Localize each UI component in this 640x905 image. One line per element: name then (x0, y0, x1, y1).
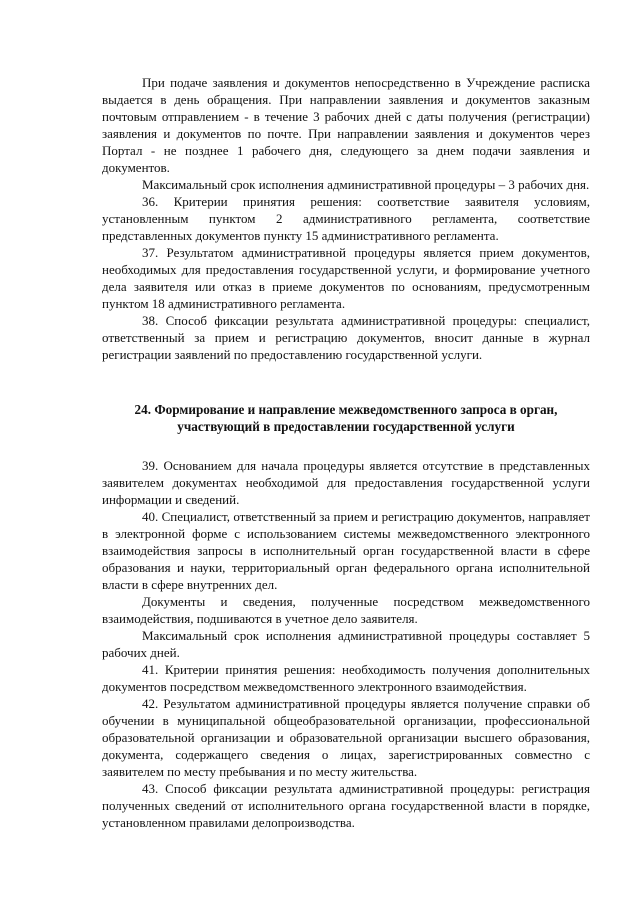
paragraph-37: 37. Результатом административной процедуры является прием документов, необходимых для предоставления государственной услуги, и формирование учетного дела заявителя или отказ в приеме документов по основаниям, предусмотренным пунктом 18 административного регламента. (102, 245, 590, 311)
paragraph-documents-filed: Документы и сведения, полученные посредством межведомственного взаимодействия, подшиваются в учетное дело заявителя. (102, 594, 590, 626)
document-page (102, 74, 590, 831)
paragraph-max-term-5: Максимальный срок исполнения административной процедуры составляет 5 рабочих дней. (102, 628, 590, 660)
paragraph-receipt: При подаче заявления и документов непосредственно в Учреждение расписка выдается в день обращения. При направлении заявления и документов заказным почтовым отправлением - в течение 3 рабочих дней с даты получения (регистрации) заявления и документов по почте. При направлении заявления и документов через Портал - не позднее 1 рабочего дня, следующего за днем подачи заявления и документов. (102, 75, 590, 175)
section-heading-24 (102, 401, 590, 435)
paragraph-max-term-3: Максимальный срок исполнения административной процедуры – 3 рабочих дня. (142, 177, 590, 192)
paragraph-40: 40. Специалист, ответственный за прием и регистрацию документов, направляет в электронной форме с использованием системы межведомственного электронного взаимодействия запросы в исполнительный орган государственной власти в сфере образования и науки, территориальный орган федерального органа исполнительной власти в сфере внутренних дел. (102, 509, 590, 592)
paragraph-36: 36. Критерии принятия решения: соответствие заявителя условиям, установленным пунктом 2 административного регламента, соответствие представленных документов пункту 15 административного регламента. (102, 194, 590, 243)
section-heading-line-1: 24. Формирование и направление межведомственного запроса в орган, (134, 402, 558, 417)
paragraph-39: 39. Основанием для начала процедуры является отсутствие в представленных заявителем документах необходимой для предоставления государственной услуги информации и сведений. (102, 458, 590, 507)
section-heading-line-2: участвующий в предоставлении государственной услуги (177, 419, 515, 434)
paragraph-41: 41. Критерии принятия решения: необходимость получения дополнительных документов посредством межведомственного электронного взаимодействия. (102, 662, 590, 694)
paragraph-42: 42. Результатом административной процедуры является получение справки об обучении в муниципальной общеобразовательной организации, профессиональной образовательной организации и образовательной организации высшего образования, документа, содержащего сведения о лицах, зарегистрированных совместно с заявителем по месту пребывания и по месту жительства. (102, 696, 590, 779)
paragraph-38: 38. Способ фиксации результата административной процедуры: специалист, ответственный за прием и регистрацию документов, вносит данные в журнал регистрации заявлений по предоставлению государственной услуги. (102, 313, 590, 362)
paragraph-43: 43. Способ фиксации результата административной процедуры: регистрация полученных сведений от исполнительного органа государственной власти в порядке, установленном правилами делопроизводства. (102, 781, 590, 830)
